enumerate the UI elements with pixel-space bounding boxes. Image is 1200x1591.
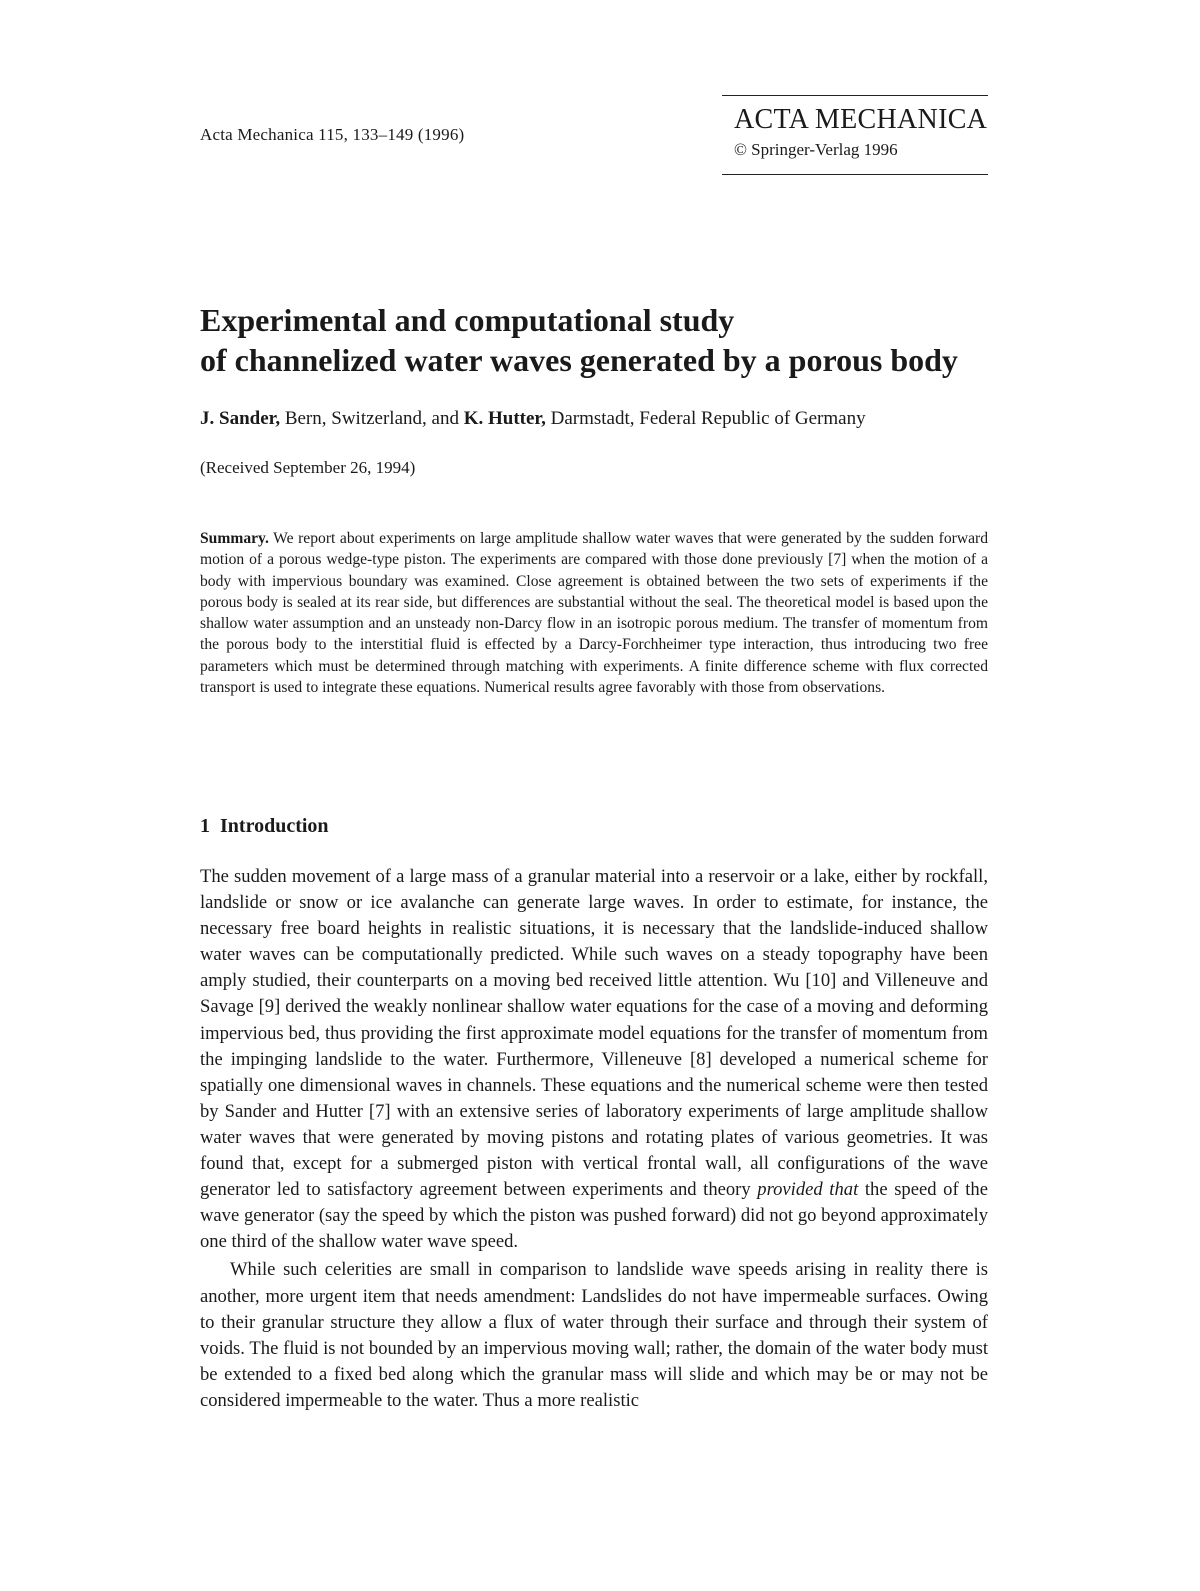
received-date: (Received September 26, 1994) — [200, 458, 416, 477]
section-title: Introduction — [220, 815, 329, 837]
journal-masthead — [722, 95, 988, 175]
author-1-affiliation: Bern, Switzerland, and — [280, 408, 464, 429]
introduction-body — [200, 864, 988, 1414]
author-line — [200, 408, 866, 430]
paragraph-1-emphasis: provided that — [757, 1179, 859, 1201]
publisher-copyright: © Springer-Verlag 1996 — [734, 140, 898, 159]
title-line-1: Experimental and computational study — [200, 302, 735, 338]
section-number: 1 — [200, 815, 210, 837]
paragraph: While such celerities are small in comparison to landslide wave speeds arising in reality there is another, more urgent item that needs amendment: Landslides do not have impermeable surfaces. Owing to their granular structure they allow a flux of water through their surface and through their system of voids. The fluid is not bounded by an impervious moving wall; rather, the domain of the water body must be extended to a fixed bed along which the granular mass will slide and which may be or may not be considered impermeable to the water. Thus a more realistic — [200, 1259, 988, 1411]
author-2-name: K. Hutter, — [463, 408, 546, 429]
abstract-text: We report about experiments on large amplitude shallow water waves that were generated by the sudden forward motion of a porous wedge-type piston. The experiments are compared with those done previously [7] when the motion of a body with impervious boundary was examined. Close agreement is obtained between the two sets of experiments if the porous body is sealed at its rear side, but differences are substantial without the seal. The theoretical model is based upon the shallow water assumption and an unsteady non-Darcy flow in an isotropic porous medium. The transfer of momentum from the porous body to the interstitial fluid is effected by a Darcy-Forchheimer type interaction, thus introducing two free parameters which must be determined through matching with experiments. A finite difference scheme with flux corrected transport is used to integrate these equations. Numerical results agree favorably with those from observations. — [200, 530, 988, 697]
abstract — [200, 528, 988, 698]
abstract-label: Summary. — [200, 530, 269, 547]
masthead-top-rule — [722, 95, 988, 96]
paragraph-1-text: The sudden movement of a large mass of a granular material into a reservoir or a lake, either by rockfall, landslide or snow or ice avalanche can generate large waves. In order to estimate, for instance, the necessary free board heights in realistic situations, it is necessary that the landslide-induced shallow water waves can be computationally predicted. While such waves on a steady topography have been amply studied, their counterparts on a moving bed received little attention. Wu [10] and Villeneuve and Savage [9] derived the weakly nonlinear shallow water equations for the case of a moving and deforming impervious bed, thus providing the first approximate model equations for the transfer of momentum from the impinging landslide to the water. Furthermore, Villeneuve [8] developed a numerical scheme for spatially one dimensional waves in channels. These equations and the numerical scheme were then tested by Sander and Hutter [7] with an extensive series of laboratory experiments of large amplitude shallow water waves that were generated by moving pistons and rotating plates of various geometries. It was found that, except for a submerged piston with vertical frontal wall, all configurations of the wave generator led to satisfactory agreement between experiments and theory — [200, 866, 988, 1201]
paper-title — [200, 300, 1000, 380]
journal-citation: Acta Mechanica 115, 133–149 (1996) — [200, 125, 465, 144]
paragraph — [200, 864, 988, 1255]
author-2-affiliation: Darmstadt, Federal Republic of Germany — [545, 408, 866, 429]
masthead-bottom-rule — [722, 174, 988, 175]
journal-name: ACTA MECHANICA — [734, 104, 988, 135]
author-1-name: J. Sander, — [200, 408, 281, 429]
section-heading-introduction — [200, 815, 329, 838]
title-line-2: of channelized water waves generated by a porous body — [200, 342, 958, 378]
paragraph-1-text-end: the speed of the wave generator (say the speed by which the piston was pushed forward) did not go beyond approximately one third of the shallow water wave speed. — [200, 1179, 988, 1253]
